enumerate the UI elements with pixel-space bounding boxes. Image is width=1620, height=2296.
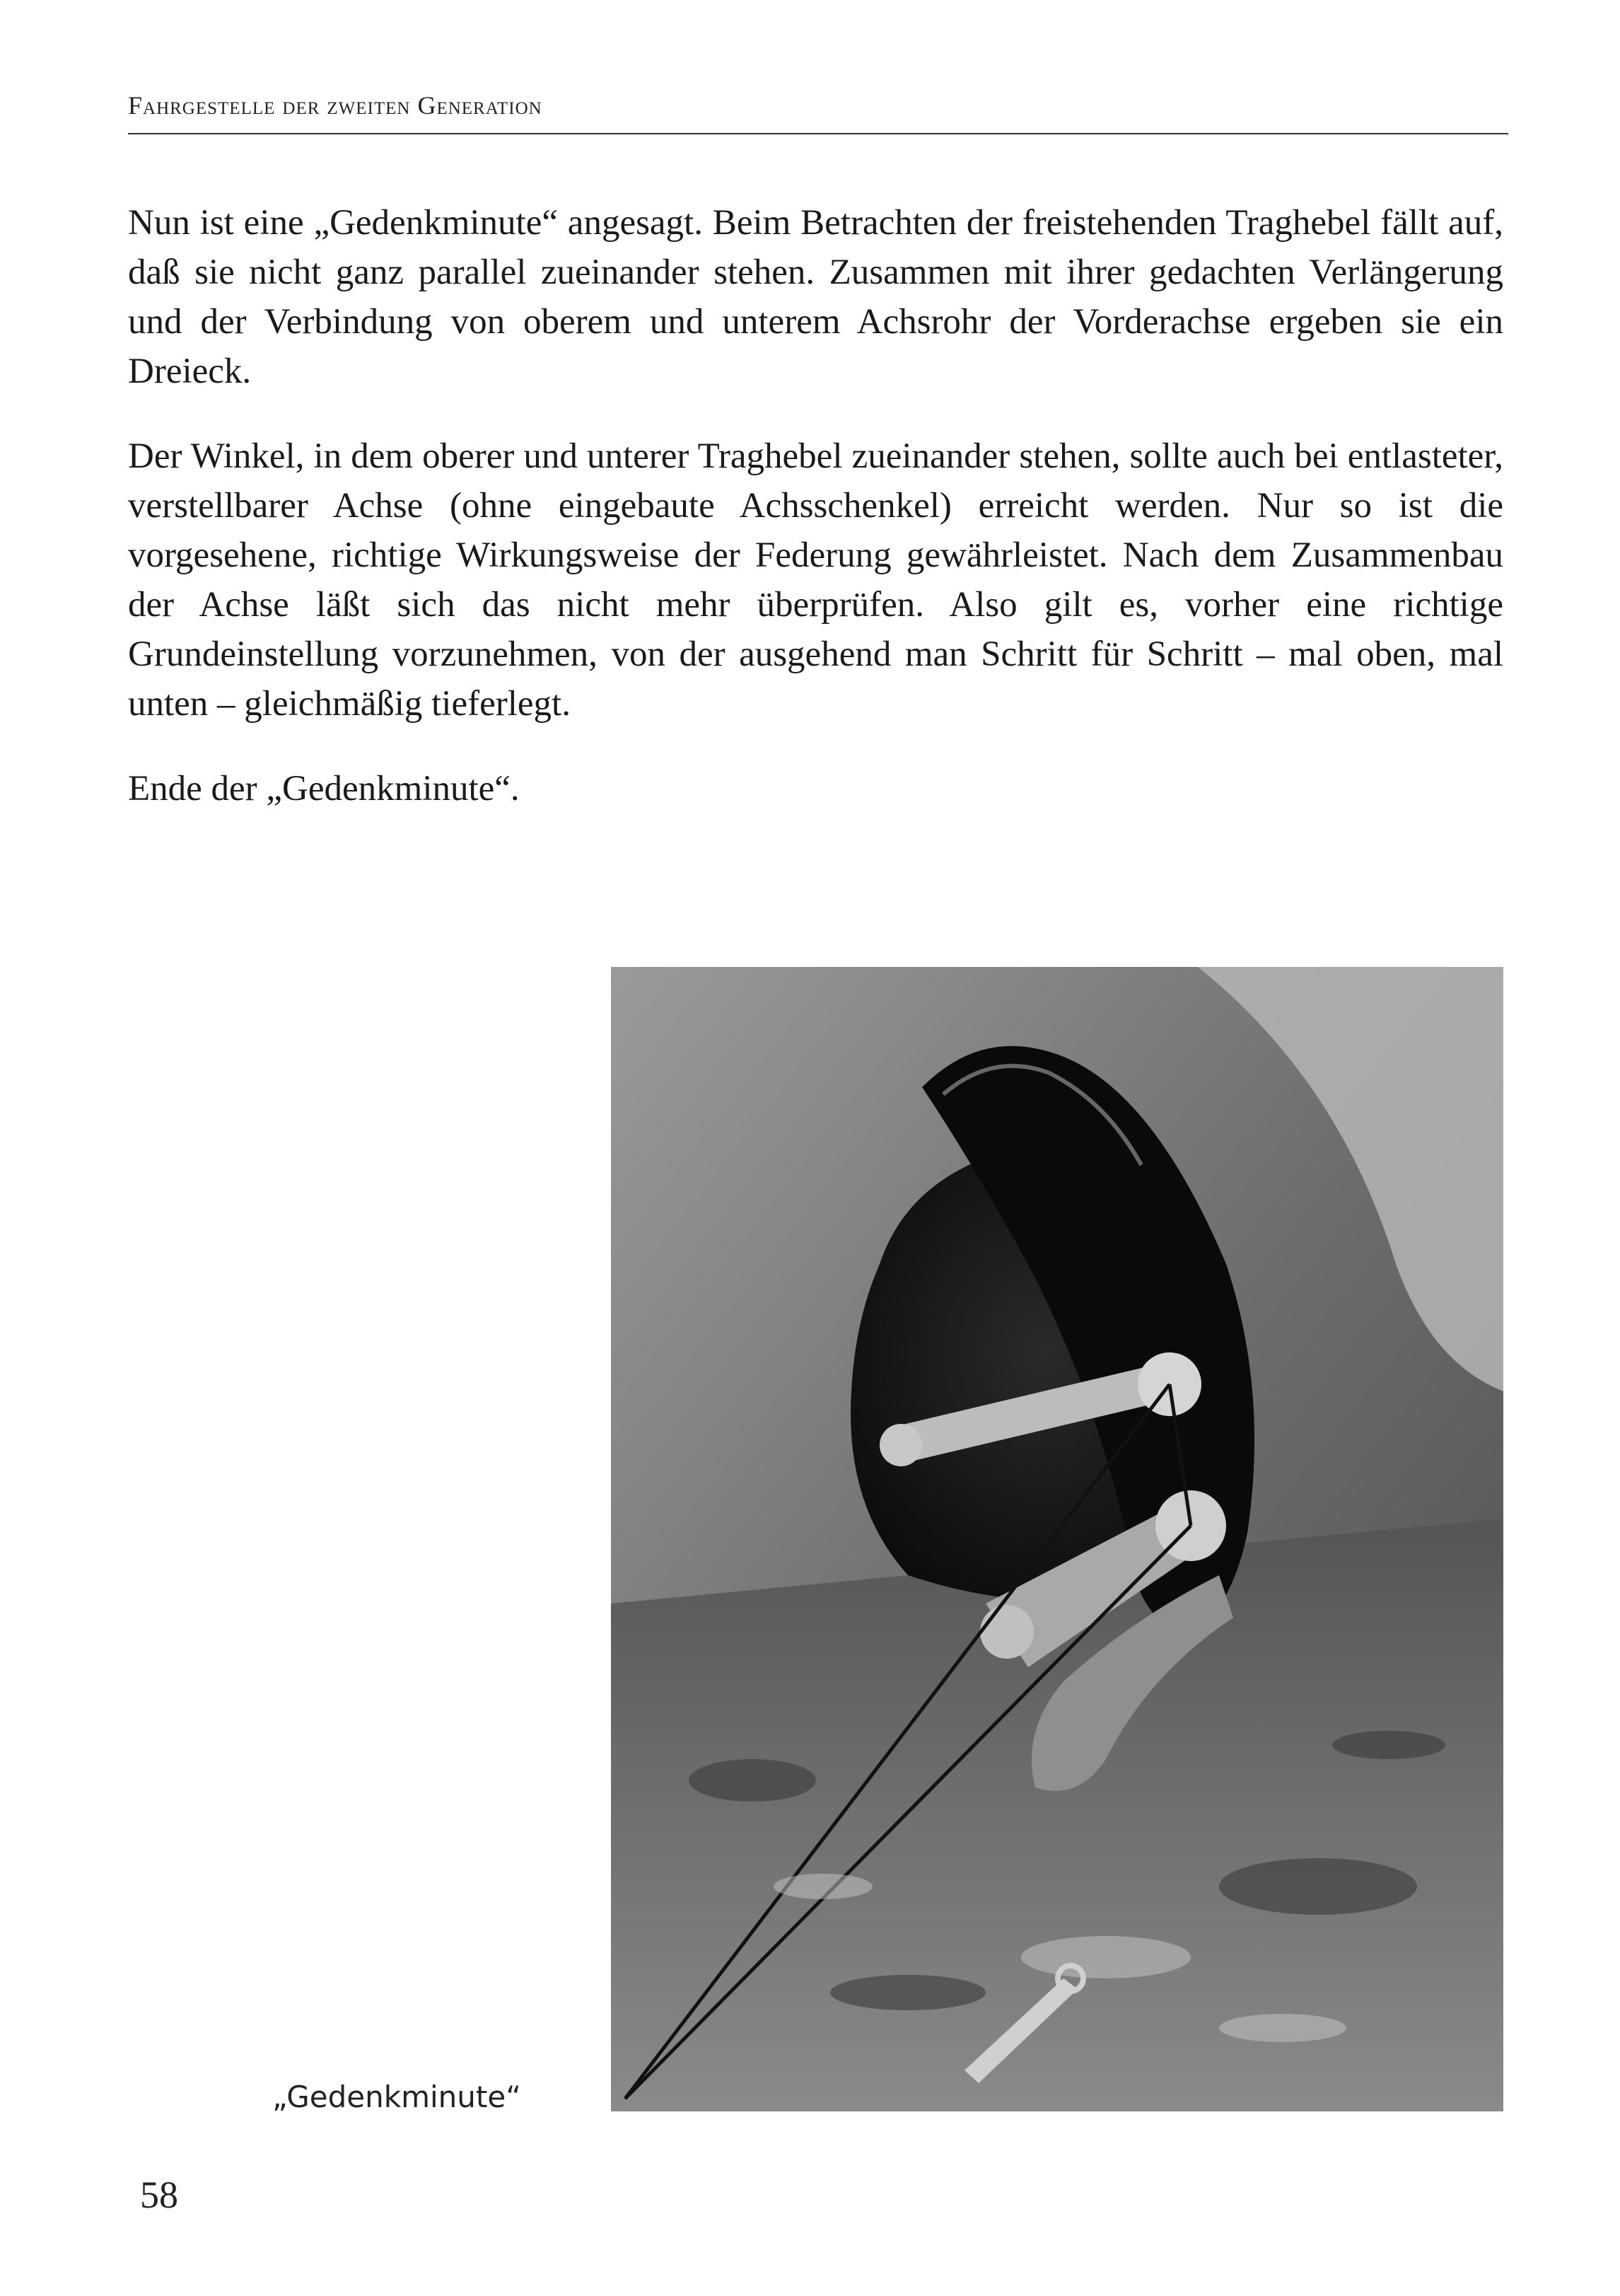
header-rule xyxy=(128,133,1508,134)
figure-caption: „Gedenkminute“ xyxy=(272,2080,521,2114)
axle-photo xyxy=(611,967,1503,2111)
body-paragraph-2: Der Winkel, in dem oberer und unterer Traghebel zueinander stehen, sollte auch bei entlasteter, verstellbarer Achse (ohne eingebaute Achsschenkel) erreicht werden. Nur so ist die vorgesehene, richtige Wirkungsweise der Federung gewährleistet. Nach dem Zusammenbau der Achse läßt sich das nicht mehr überprüfen. Also gilt es, vorher eine richtige Grundeinstellung vorzunehmen, von der ausgehend man Schritt für Schritt – mal oben, mal unten – gleichmäßig tieferlegt. xyxy=(128,436,1503,724)
running-head: Fahrgestelle der zweiten Generation xyxy=(128,91,542,120)
body-paragraph-3: Ende der „Gedenkminute“. xyxy=(128,769,520,808)
body-paragraph-1: Nun ist eine „Gedenkminute“ angesagt. Beim Betrachten der freistehenden Traghebel fällt auf, daß sie nicht ganz parallel zueinander stehen. Zusammen mit ihrer gedachten Verlängerung und der Verbindung von oberem und unterem Achsrohr der Vorderachse ergeben sie ein Dreieck. xyxy=(128,203,1503,391)
page-number: 58 xyxy=(140,2174,178,2216)
